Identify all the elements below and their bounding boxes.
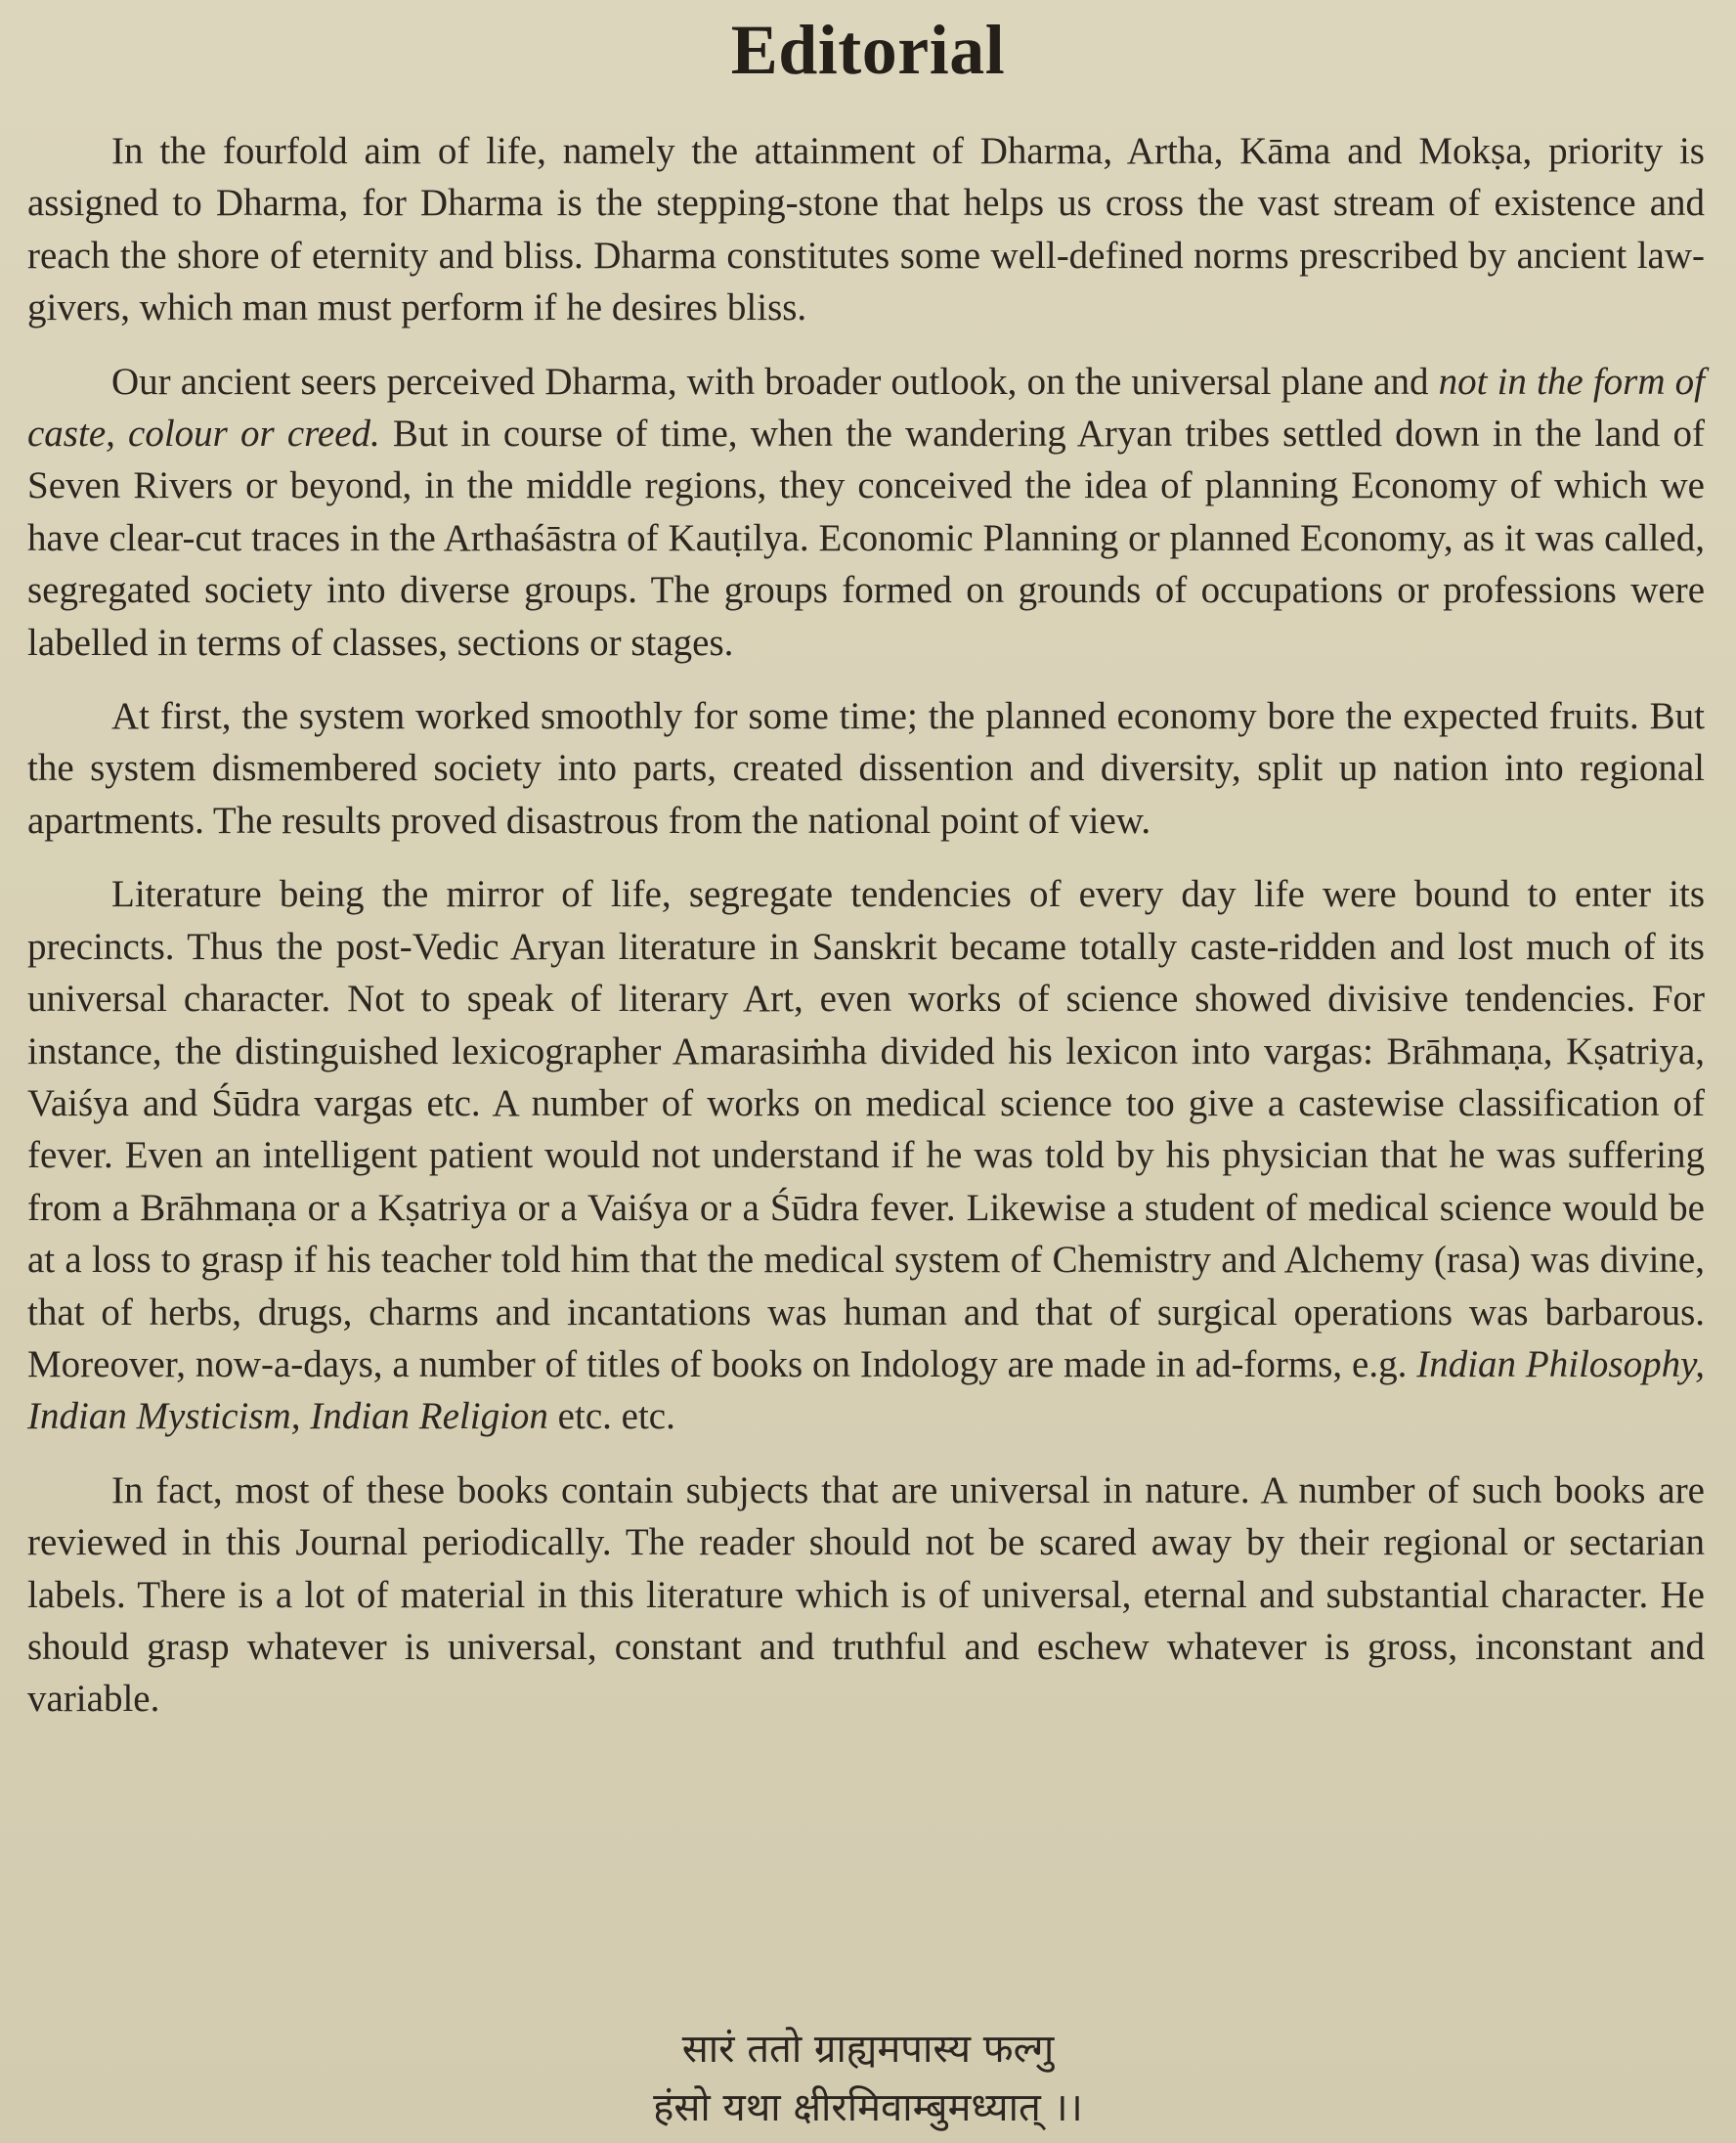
paragraph-2 <box>27 356 1705 669</box>
verse-line-1: सारं ततो ग्राह्यमपास्य फल्गु <box>681 2027 1055 2072</box>
editorial-body <box>27 125 1705 1747</box>
paragraph-4-part-2: etc. etc. <box>547 1395 675 1438</box>
paragraph-4-emphasis: Indian Philosophy, Indian Mysticism, Indian Religion <box>27 1342 1705 1438</box>
paragraph-4-part-1: Literature being the mirror of life, segregate tendencies of every day life were bound to enter its precincts. Thus the post-Vedic Aryan literature in Sanskrit became totally caste-ridden and lost much of its universal character. Not to speak of literary Art, even works of science showed divisive tendencies. For instance, the distinguished lexicographer Amarasiṁha divided his lexicon into vargas: Brāhmaṇa, Kṣatriya, Vaiśya and Śūdra vargas etc. A number of works on medical science too give a castewise classification of fever. Even an intelligent patient would not understand if he was told by his physician that he was suffering from a Brāhmaṇa or a Kṣatriya or a Vaiśya or a Śūdra fever. Likewise a student of medical science would be at a loss to grasp if his teacher told him that the medical system of Chemistry and Alchemy (rasa) was divine, that of herbs, drugs, charms and incantations was human and that of surgical operations was barbarous. Moreover, now-a-days, a number of titles of books on Indology are made in ad-forms, e.g. <box>27 873 1705 1385</box>
paragraph-2-part-1: Our ancient seers perceived Dharma, with broader outlook, on the universal plane and <box>111 360 1439 403</box>
paragraph-1: In the fourfold aim of life, namely the attainment of Dharma, Artha, Kāma and Mokṣa, priority is assigned to Dharma, for Dharma is the stepping-stone that helps us cross the vast stream of existence and reach the shore of eternity and bliss. Dharma constitutes some well-defined norms prescribed by ancient law-givers, which man must perform if he desires bliss. <box>27 130 1705 329</box>
page-title: Editorial <box>730 11 1006 89</box>
sanskrit-verse <box>0 2020 1736 2137</box>
paragraph-2-part-2: But in course of time, when the wandering Aryan tribes settled down in the land of Seven Rivers or beyond, in the middle regions, they conceived the idea of planning Economy of which we have clear-cut traces in the Arthaśāstra of Kauṭilya. Economic Planning or planned Economy, as it was called, segregated society into diverse groups. The groups formed on grounds of occupations or professions were labelled in terms of classes, sections or stages. <box>27 413 1706 664</box>
paragraph-3: At first, the system worked smoothly for some time; the planned economy bore the expected fruits. But the system dismembered society into parts, created dissention and diversity, split up nation into regional apartments. The results proved disastrous from the national point of view. <box>27 695 1705 842</box>
verse-line-2: हंसो यथा क्षीरमिवाम्बुमध्यात् ।। <box>653 2085 1083 2130</box>
paragraph-5: In fact, most of these books contain subjects that are universal in nature. A number of such books are reviewed in this Journal periodically. The reader should not be scared away by their regional or sectarian labels. There is a lot of material in this literature which is of universal, eternal and substantial character. He should grasp whatever is universal, constant and truthful and eschew whatever is gross, inconstant and variable. <box>27 1468 1705 1721</box>
paragraph-2-emphasis: not in the form of caste, colour or creed. <box>27 360 1705 456</box>
paragraph-4 <box>27 868 1705 1442</box>
